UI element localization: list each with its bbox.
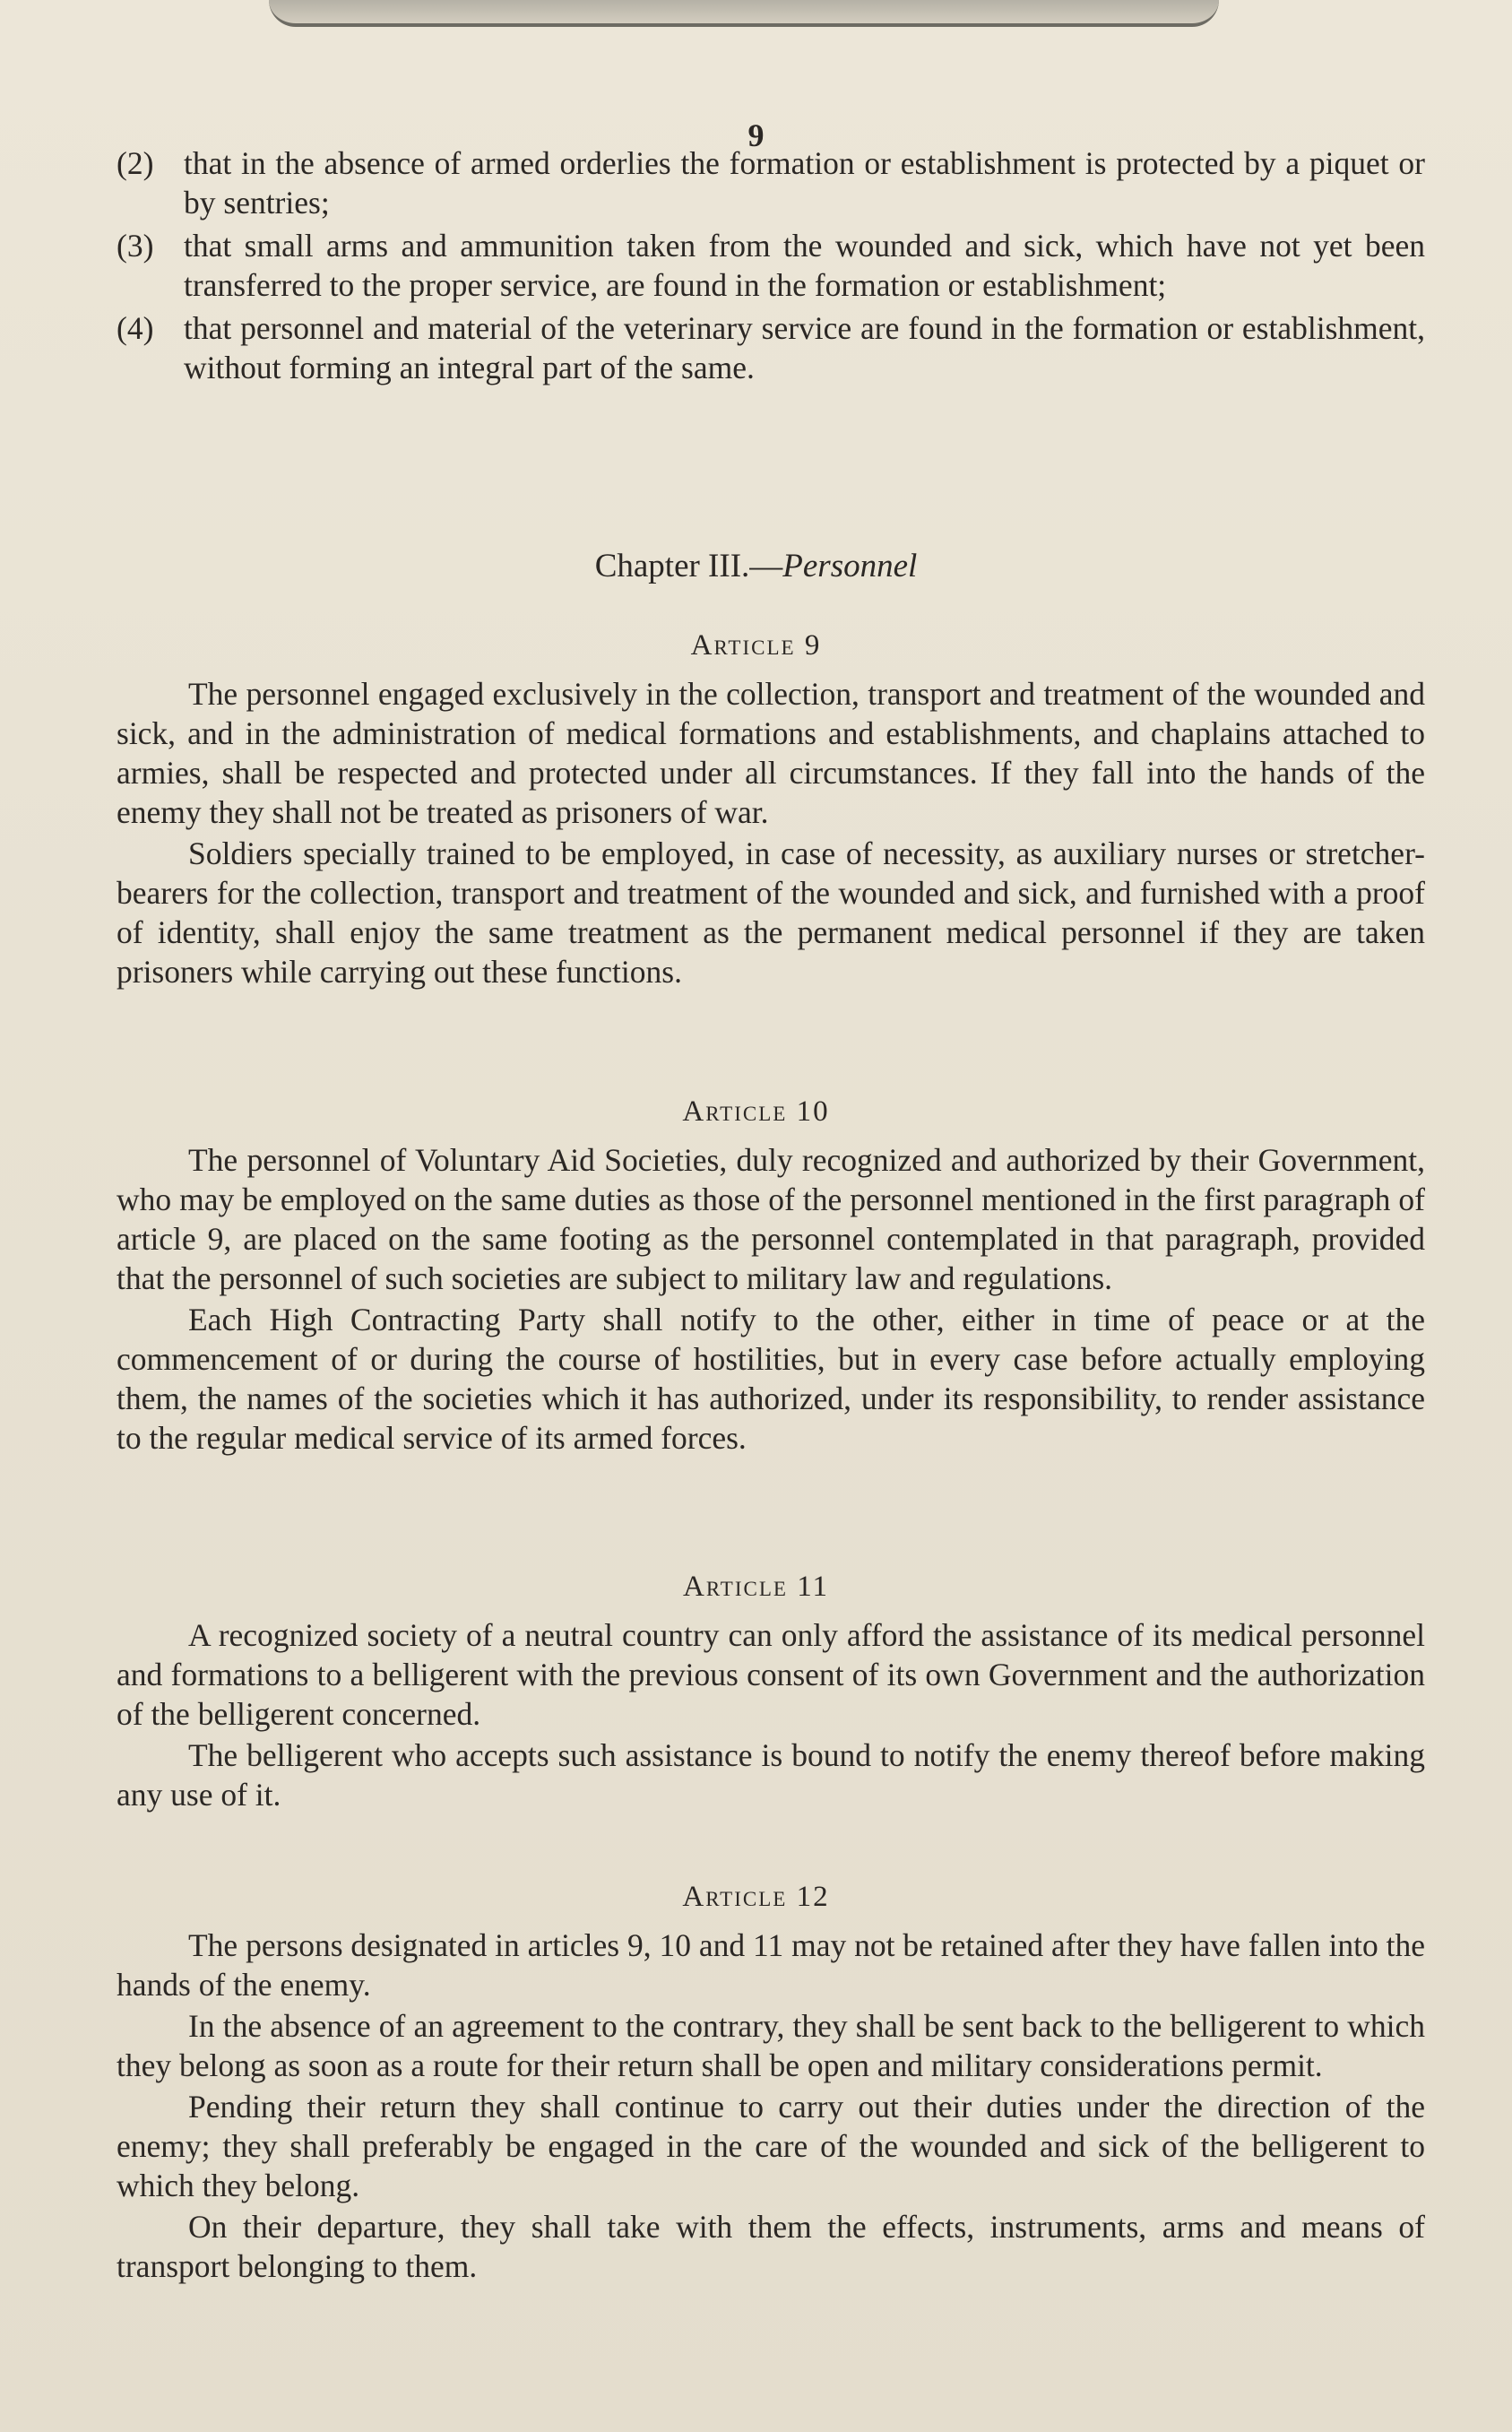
chapter-heading [0,547,1512,585]
article-heading: Article 12 [682,1881,830,1913]
article-body [117,674,1425,993]
article-body [117,1926,1425,2288]
paragraph: In the absence of an agreement to the contrary, they shall be sent back to the belligerent to which they belong as soon as a route for their return shall be open and military considerations permit. [117,2008,1425,2083]
page-top-edge [269,0,1219,27]
list-item-text: that personnel and material of the veterinary service are found in the formation or establishment, without forming an integral part of the same. [184,310,1425,385]
paragraph: Soldiers specially trained to be employed, in case of necessity, as auxiliary nurses or stretcher-bearers for the collection, transport and treatment of the wounded and sick, and furnished with a proof of identity, shall enjoy the same treatment as the permanent medical personnel if they are taken prisoners while carrying out these functions. [117,835,1425,990]
numbered-list [117,143,1425,391]
article-heading: Article 9 [690,629,822,662]
paragraph: Each High Contracting Party shall notify to the other, either in time of peace or at the commencement of or during the course of hostilities, but in every case before actually employing them, the names of the societies which it has authorized, under its responsibility, to render assistance to the regular medical service of its armed forces. [117,1302,1425,1456]
page-number: 9 [747,117,765,153]
list-item [117,226,1425,305]
paragraph: Pending their return they shall continue to carry out their duties under the direction of the enemy; they shall preferably be engaged in the care of the wounded and sick of the belligerent to which they belong. [117,2089,1425,2203]
paragraph: The personnel engaged exclusively in the collection, transport and treatment of the wounded and sick, and in the administration of medical formations and establishments, and chaplains attached to armies, shall be respected and protected under all circumstances. If they fall into the hands of the enemy they shall not be treated as prisoners of war. [117,676,1425,830]
list-item-number: (4) [117,310,154,346]
paragraph: The persons designated in articles 9, 10 and 11 may not be retained after they have fallen into the hands of the enemy. [117,1927,1425,2003]
paragraph: The belligerent who accepts such assistance is bound to notify the enemy thereof before making any use of it. [117,1737,1425,1813]
list-item-text: that small arms and ammunition taken from the wounded and sick, which have not yet been transferred to the proper service, are found in the formation or establishment; [184,228,1425,303]
chapter-prefix: Chapter III.— [594,548,783,584]
chapter-title: Personnel [782,548,918,584]
list-item [117,143,1425,222]
paragraph: A recognized society of a neutral country can only afford the assistance of its medical personnel and formations to a belligerent with the previous consent of its own Government and the authorization of the belligerent concerned. [117,1617,1425,1732]
list-item-number: (3) [117,228,154,264]
list-item-number: (2) [117,145,154,181]
article-body [117,1615,1425,1816]
article-heading: Article 10 [682,1095,830,1128]
list-item [117,308,1425,387]
paragraph: On their departure, they shall take with them the effects, instruments, arms and means of transport belonging to them. [117,2209,1425,2284]
list-item-text: that in the absence of armed orderlies the formation or establishment is protected by a piquet or by sentries; [184,145,1425,221]
paragraph: The personnel of Voluntary Aid Societies, duly recognized and authorized by their Government, who may be employed on the same duties as those of the personnel mentioned in the first paragraph of article 9, are placed on the same footing as the personnel contemplated in that paragraph, provided that the personnel of such societies are subject to military law and regulations. [117,1142,1425,1296]
article-heading: Article 11 [683,1571,829,1603]
article-body [117,1140,1425,1459]
